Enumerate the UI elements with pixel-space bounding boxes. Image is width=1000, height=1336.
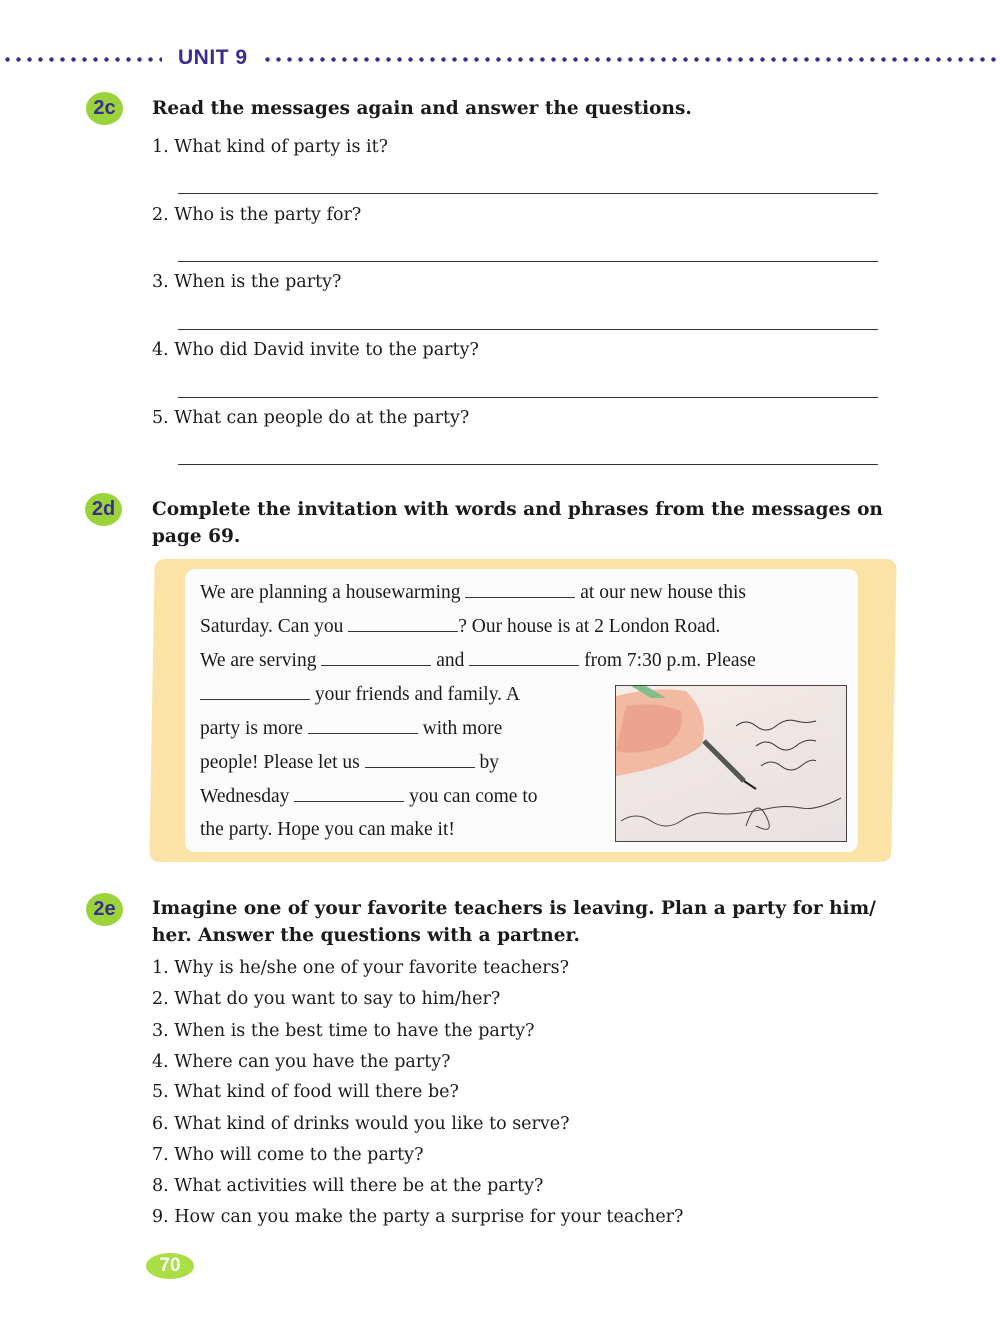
question-2c-3: 3. When is the party? xyxy=(152,272,342,292)
invitation-text: We are serving xyxy=(200,650,317,671)
question-2c-5: 5. What can people do at the party? xyxy=(152,408,470,428)
instruction-2d-line1: Complete the invitation with words and phrases from the messages on xyxy=(152,499,883,520)
question-2e-8: 8. What activities will there be at the party? xyxy=(152,1176,544,1196)
blank-5[interactable] xyxy=(200,683,310,700)
invitation-text: We are planning a housewarming xyxy=(200,582,461,603)
question-2e-6: 6. What kind of drinks would you like to serve? xyxy=(152,1114,570,1134)
question-2e-3: 3. When is the best time to have the party? xyxy=(152,1021,535,1041)
page-number: 70 xyxy=(146,1253,194,1279)
invitation-text: people! Please let us xyxy=(200,752,360,773)
dotted-rule-right xyxy=(262,57,998,62)
invitation-line-7 xyxy=(200,785,538,808)
invitation-text: ? Our house is at 2 London Road. xyxy=(458,616,721,637)
question-2e-5: 5. What kind of food will there be? xyxy=(152,1082,459,1102)
instruction-2e-line2: her. Answer the questions with a partner. xyxy=(152,925,580,946)
question-2e-4: 4. Where can you have the party? xyxy=(152,1052,451,1072)
blank-1[interactable] xyxy=(465,581,575,598)
question-2c-4: 4. Who did David invite to the party? xyxy=(152,340,479,360)
invitation-text: Saturday. Can you xyxy=(200,616,344,637)
instruction-2d xyxy=(152,496,892,550)
question-2e-2: 2. What do you want to say to him/her? xyxy=(152,989,501,1009)
unit-title: UNIT 9 xyxy=(178,46,248,69)
invitation-line-5 xyxy=(200,717,502,740)
dotted-rule-left xyxy=(2,57,162,62)
question-2c-2: 2. Who is the party for? xyxy=(152,205,362,225)
answer-line-3[interactable] xyxy=(178,329,878,330)
question-2e-9: 9. How can you make the party a surprise for your teacher? xyxy=(152,1207,684,1227)
unit-header xyxy=(0,44,1000,74)
question-2e-1: 1. Why is he/she one of your favorite teachers? xyxy=(152,958,569,978)
exercise-badge-2d: 2d xyxy=(85,493,122,526)
invitation-text: and xyxy=(436,650,465,671)
instruction-2c: Read the messages again and answer the questions. xyxy=(152,98,692,119)
invitation-text: party is more xyxy=(200,718,303,739)
question-2c-1: 1. What kind of party is it? xyxy=(152,137,388,157)
blank-7[interactable] xyxy=(365,751,475,768)
blank-2[interactable] xyxy=(348,615,458,632)
answer-line-5[interactable] xyxy=(178,464,878,465)
answer-line-2[interactable] xyxy=(178,261,878,262)
handwriting-letter-icon xyxy=(616,686,846,841)
instruction-2e xyxy=(152,895,892,949)
exercise-badge-2e: 2e xyxy=(86,893,123,926)
invitation-line-6 xyxy=(200,751,499,774)
invitation-line-1 xyxy=(200,581,746,604)
invitation-line-2 xyxy=(200,615,720,638)
invitation-text: you can come to xyxy=(409,786,538,807)
instruction-2e-line1: Imagine one of your favorite teachers is leaving. Plan a party for him/ xyxy=(152,898,876,919)
answer-line-1[interactable] xyxy=(178,193,878,194)
instruction-2d-line2: page 69. xyxy=(152,526,241,547)
question-2e-7: 7. Who will come to the party? xyxy=(152,1145,424,1165)
invitation-text: by xyxy=(479,752,499,773)
invitation-line-4 xyxy=(200,683,520,706)
invitation-text: from 7:30 p.m. Please xyxy=(584,650,756,671)
blank-3[interactable] xyxy=(321,649,431,666)
invitation-line-3 xyxy=(200,649,756,672)
invitation-text: with more xyxy=(422,718,503,739)
invitation-text: Wednesday xyxy=(200,786,290,807)
invitation-text: at our new house this xyxy=(580,582,746,603)
blank-6[interactable] xyxy=(308,717,418,734)
answer-line-4[interactable] xyxy=(178,397,878,398)
handwriting-photo xyxy=(615,685,847,842)
invitation-line-8: the party. Hope you can make it! xyxy=(200,819,455,840)
invitation-text: your friends and family. A xyxy=(314,684,520,705)
blank-4[interactable] xyxy=(469,649,579,666)
blank-8[interactable] xyxy=(294,785,404,802)
exercise-badge-2c: 2c xyxy=(86,92,123,125)
